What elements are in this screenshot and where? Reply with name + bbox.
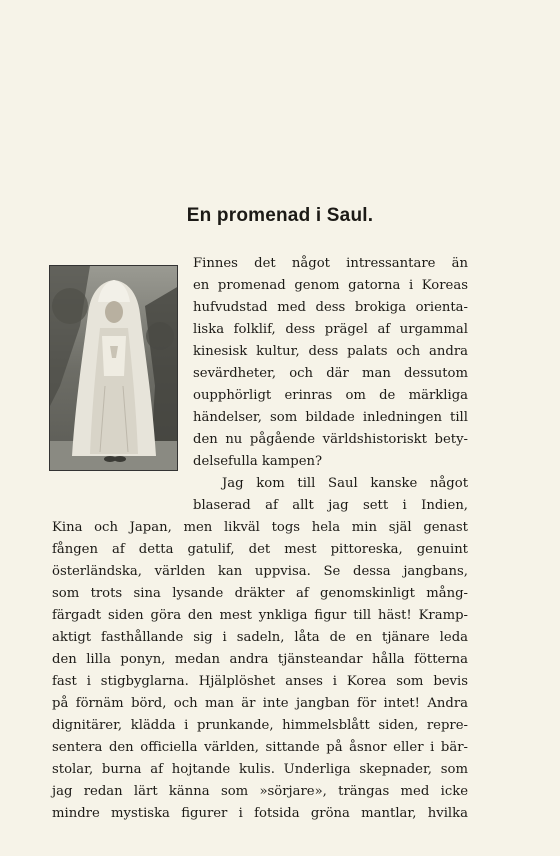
text-line: blaserad af allt jag sett i Indien, [193, 498, 468, 513]
text-line: Kina och Japan, men likväl togs hela min själ genast [52, 520, 468, 535]
text-line: liska folklif, dess prägel af urgammal [193, 322, 468, 337]
portrait-photo [49, 265, 178, 471]
text-line: händelser, som bildade inledningen till [193, 410, 468, 425]
text-line: österländska, världen kan uppvisa. Se dessa jangbans, [52, 564, 468, 579]
text-line: kinesisk kultur, dess palats och andra [193, 344, 468, 359]
text-line: som trots sina lysande dräkter af genomskinligt mång- [52, 586, 468, 601]
text-line: dignitärer, klädda i prunkande, himmelsblått siden, repre- [52, 718, 468, 733]
text-line: fången af detta gatulif, det mest pittoreska, genuint [52, 542, 468, 557]
text-line: delsefulla kampen? [193, 454, 323, 469]
text-line: aktigt fasthållande sig i sadeln, låta de en tjänare leda [52, 630, 468, 645]
text-line: Jag kom till Saul kanske något [222, 476, 468, 491]
text-line: färgadt siden göra den mest ynkliga figur till häst! Kramp- [52, 608, 468, 623]
text-line: mindre mystiska figurer i fotsida gröna mantlar, hvilka [52, 806, 468, 821]
text-line: stolar, burna af hojtande kulis. Underliga skepnader, som [52, 762, 468, 777]
text-line: Finnes det något intressantare än [193, 256, 468, 271]
text-line: en promenad genom gatorna i Koreas [193, 278, 468, 293]
chapter-title: En promenad i Saul. [186, 205, 374, 226]
text-line: sevärdheter, och där man dessutom [193, 366, 468, 381]
text-line: oupphörligt erinras om de märkliga [193, 388, 468, 403]
text-line: sentera den officiella världen, sittande på åsnor eller i bär- [52, 740, 468, 755]
text-line: den lilla ponyn, medan andra tjänsteandar hålla fötterna [52, 652, 468, 667]
text-line: hufvudstad med dess brokiga orienta- [193, 300, 468, 315]
text-line: jag redan lärt känna som »sörjare», trängas med icke [52, 784, 468, 799]
text-line: på förnäm börd, och man är inte jangban för intet! Andra [52, 696, 468, 711]
text-line: den nu pågående världshistoriskt bety- [193, 432, 468, 447]
text-line: fast i stigbyglarna. Hjälplöshet anses i Korea som bevis [52, 674, 468, 689]
